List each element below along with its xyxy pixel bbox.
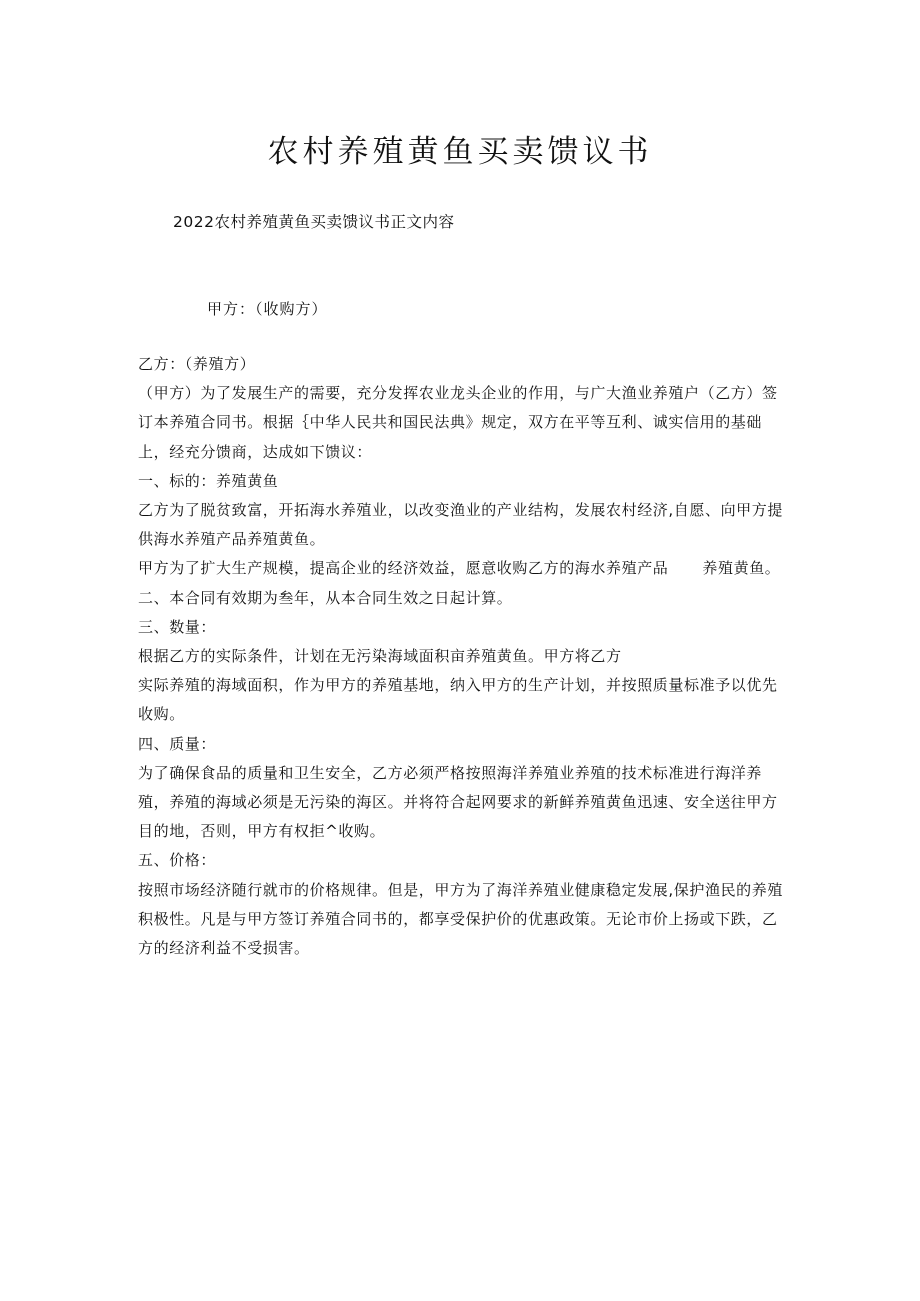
paragraph-party-a-purpose-part2: 养殖黄鱼。 xyxy=(702,559,781,578)
section-heading-quality: 四、质量： xyxy=(138,734,217,753)
paragraph-quantity-2: 实际养殖的海域面积，作为甲方的养殖基地，纳入甲方的生产计划，并按照质量标准予以优先收购。 xyxy=(138,676,778,724)
document-title: 农村养殖黄鱼买卖馈议书 xyxy=(267,134,653,170)
paragraph-quality: 为了确保食品的质量和卫生安全，乙方必须严格按照海洋养殖业养殖的技术标准进行海洋养殖，养殖的海域必须是无污染的海区。并将符合起网要求的新鲜养殖黄鱼迅速、安全送往甲方目的地，否则，甲方有权拒^收购。 xyxy=(138,763,778,841)
paragraph-intro: （甲方）为了发展生产的需要，充分发挥农业龙头企业的作用，与广大渔业养殖户（乙方）签订本养殖合同书。根据｛中华人民共和国民法典》规定，双方在平等互利、诚实信用的基础上，经充分馈商，达成如下馈议： xyxy=(138,384,778,461)
section-heading-term: 二、本合同有效期为叁年，从本合同生效之日起计算。 xyxy=(138,588,513,607)
document-subtitle: 2022农村养殖黄鱼买卖馈议书正文内容 xyxy=(173,213,455,231)
paragraph-party-a-purpose xyxy=(138,554,786,583)
paragraph-price: 按照市场经济随行就市的价格规律。但是，甲方为了海洋养殖业健康稳定发展,保护渔民的养殖积极性。凡是与甲方签订养殖合同书的，都享受保护价的优惠政策。无论市价上扬或下跌，乙方的经济利益不受损害。 xyxy=(138,880,783,958)
paragraph-party-b-purpose: 乙方为了脱贫致富，开拓海水养殖业，以改变渔业的产业结构，发展农村经济,自愿、向甲方提供海水养殖产品养殖黄鱼。 xyxy=(138,501,783,549)
document-body xyxy=(138,350,786,963)
party-b-line: 乙方：（养殖方） xyxy=(138,355,256,373)
section-heading-quantity: 三、数量： xyxy=(138,617,217,636)
party-a-line: 甲方：（收购方） xyxy=(207,300,328,318)
paragraph-party-a-purpose-part1: 甲方为了扩大生产规模，提高企业的经济效益，愿意收购乙方的海水养殖产品 xyxy=(138,559,669,578)
section-heading-price: 五、价格： xyxy=(138,851,217,870)
paragraph-quantity-1: 根据乙方的实际条件，计划在无污染海域面积亩养殖黄鱼。甲方将乙方 xyxy=(138,647,622,666)
section-heading-subject: 一、标的：养殖黄鱼 xyxy=(138,471,279,490)
